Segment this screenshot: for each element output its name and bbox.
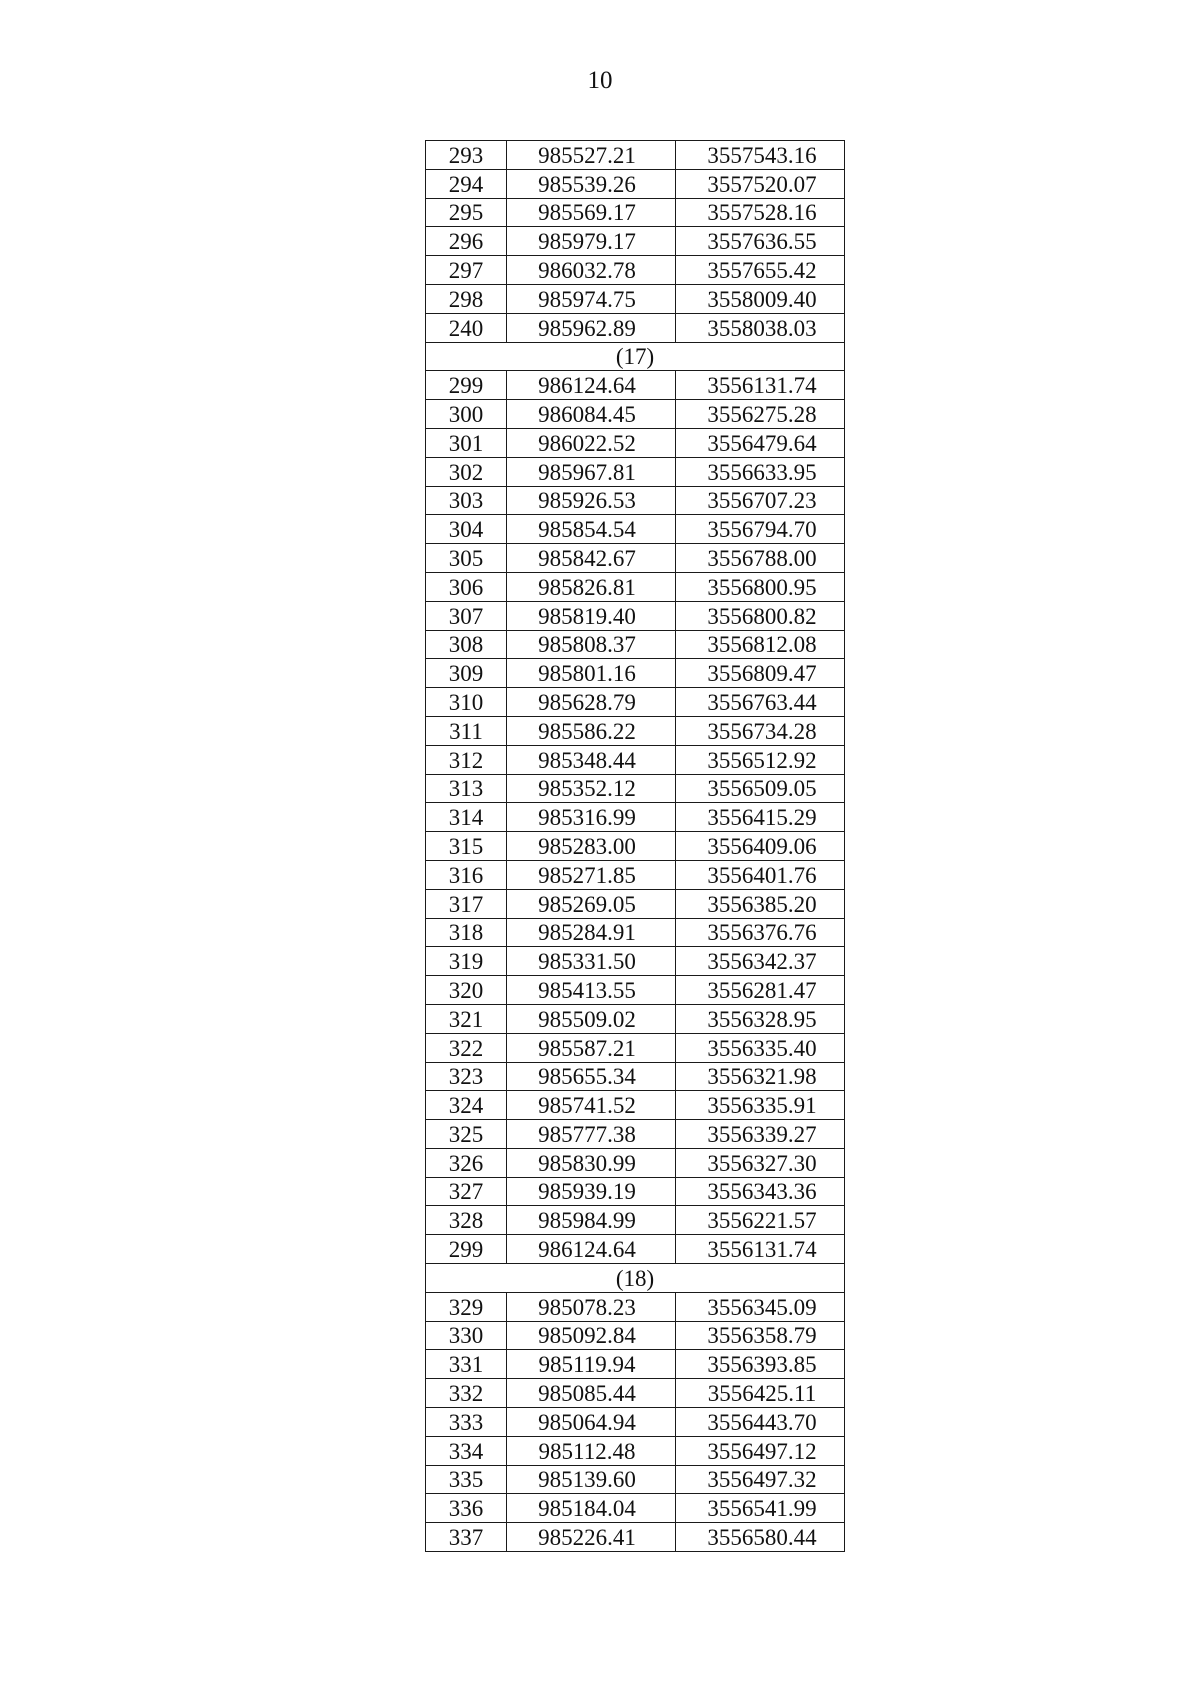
table-row	[426, 572, 845, 601]
x-coordinate-cell: 985348.44	[507, 745, 676, 774]
point-number-cell: 309	[426, 659, 507, 688]
table-row	[426, 976, 845, 1005]
y-coordinate-cell: 3556401.76	[676, 860, 845, 889]
x-coordinate-cell: 985628.79	[507, 688, 676, 717]
table-row	[426, 1120, 845, 1149]
table-row	[426, 169, 845, 198]
point-number-cell: 333	[426, 1408, 507, 1437]
y-coordinate-cell: 3556512.92	[676, 745, 845, 774]
table-row	[426, 1091, 845, 1120]
page-number: 10	[587, 67, 613, 94]
table-row	[426, 544, 845, 573]
y-coordinate-cell: 3557655.42	[676, 256, 845, 285]
x-coordinate-cell: 985092.84	[507, 1321, 676, 1350]
y-coordinate-cell: 3556339.27	[676, 1120, 845, 1149]
y-coordinate-cell: 3556327.30	[676, 1148, 845, 1177]
x-coordinate-cell: 985539.26	[507, 169, 676, 198]
table-row	[426, 1148, 845, 1177]
point-number-cell: 299	[426, 1235, 507, 1264]
table-row	[426, 1321, 845, 1350]
x-coordinate-cell: 986084.45	[507, 400, 676, 429]
point-number-cell: 311	[426, 716, 507, 745]
table-row	[426, 515, 845, 544]
point-number-cell: 240	[426, 313, 507, 342]
table-row	[426, 630, 845, 659]
y-coordinate-cell: 3556321.98	[676, 1062, 845, 1091]
x-coordinate-cell: 985984.99	[507, 1206, 676, 1235]
x-coordinate-cell: 985569.17	[507, 198, 676, 227]
point-number-cell: 337	[426, 1523, 507, 1552]
table-row	[426, 860, 845, 889]
y-coordinate-cell: 3556633.95	[676, 457, 845, 486]
point-number-cell: 304	[426, 515, 507, 544]
point-number-cell: 301	[426, 428, 507, 457]
point-number-cell: 324	[426, 1091, 507, 1120]
section-header-row	[426, 1264, 845, 1293]
point-number-cell: 319	[426, 947, 507, 976]
point-number-cell: 303	[426, 486, 507, 515]
point-number-cell: 296	[426, 227, 507, 256]
point-number-cell: 332	[426, 1379, 507, 1408]
x-coordinate-cell: 985413.55	[507, 976, 676, 1005]
y-coordinate-cell: 3556345.09	[676, 1292, 845, 1321]
y-coordinate-cell: 3556809.47	[676, 659, 845, 688]
x-coordinate-cell: 985801.16	[507, 659, 676, 688]
point-number-cell: 328	[426, 1206, 507, 1235]
y-coordinate-cell: 3556479.64	[676, 428, 845, 457]
point-number-cell: 293	[426, 141, 507, 170]
point-number-cell: 312	[426, 745, 507, 774]
x-coordinate-cell: 985226.41	[507, 1523, 676, 1552]
table-row	[426, 1235, 845, 1264]
y-coordinate-cell: 3556800.95	[676, 572, 845, 601]
point-number-cell: 306	[426, 572, 507, 601]
point-number-cell: 334	[426, 1436, 507, 1465]
point-number-cell: 300	[426, 400, 507, 429]
table-row	[426, 832, 845, 861]
point-number-cell: 336	[426, 1494, 507, 1523]
table-row	[426, 745, 845, 774]
x-coordinate-cell: 985926.53	[507, 486, 676, 515]
table-row	[426, 1408, 845, 1437]
y-coordinate-cell: 3556343.36	[676, 1177, 845, 1206]
point-number-cell: 317	[426, 889, 507, 918]
x-coordinate-cell: 985587.21	[507, 1033, 676, 1062]
y-coordinate-cell: 3556788.00	[676, 544, 845, 573]
point-number-cell: 316	[426, 860, 507, 889]
table-row	[426, 198, 845, 227]
point-number-cell: 323	[426, 1062, 507, 1091]
x-coordinate-cell: 985316.99	[507, 803, 676, 832]
point-number-cell: 308	[426, 630, 507, 659]
x-coordinate-cell: 985078.23	[507, 1292, 676, 1321]
table-row	[426, 486, 845, 515]
table-row	[426, 313, 845, 342]
y-coordinate-cell: 3556281.47	[676, 976, 845, 1005]
x-coordinate-cell: 985819.40	[507, 601, 676, 630]
y-coordinate-cell: 3557636.55	[676, 227, 845, 256]
y-coordinate-cell: 3556131.74	[676, 371, 845, 400]
x-coordinate-cell: 985331.50	[507, 947, 676, 976]
x-coordinate-cell: 985586.22	[507, 716, 676, 745]
x-coordinate-cell: 985139.60	[507, 1465, 676, 1494]
x-coordinate-cell: 985777.38	[507, 1120, 676, 1149]
point-number-cell: 313	[426, 774, 507, 803]
y-coordinate-cell: 3558009.40	[676, 284, 845, 313]
y-coordinate-cell: 3556415.29	[676, 803, 845, 832]
point-number-cell: 314	[426, 803, 507, 832]
point-number-cell: 318	[426, 918, 507, 947]
y-coordinate-cell: 3556393.85	[676, 1350, 845, 1379]
coordinate-table-body	[426, 141, 845, 1552]
table-row	[426, 601, 845, 630]
table-row	[426, 1062, 845, 1091]
table-row	[426, 918, 845, 947]
x-coordinate-cell: 985184.04	[507, 1494, 676, 1523]
table-row	[426, 716, 845, 745]
point-number-cell: 305	[426, 544, 507, 573]
table-row	[426, 371, 845, 400]
y-coordinate-cell: 3556794.70	[676, 515, 845, 544]
x-coordinate-cell: 985974.75	[507, 284, 676, 313]
table-row	[426, 1494, 845, 1523]
point-number-cell: 315	[426, 832, 507, 861]
y-coordinate-cell: 3556358.79	[676, 1321, 845, 1350]
table-row	[426, 141, 845, 170]
table-row	[426, 688, 845, 717]
x-coordinate-cell: 985283.00	[507, 832, 676, 861]
point-number-cell: 310	[426, 688, 507, 717]
table-row	[426, 1004, 845, 1033]
x-coordinate-cell: 986124.64	[507, 1235, 676, 1264]
section-label: (17)	[426, 342, 845, 371]
y-coordinate-cell: 3556812.08	[676, 630, 845, 659]
table-row	[426, 1350, 845, 1379]
table-row	[426, 803, 845, 832]
y-coordinate-cell: 3556497.12	[676, 1436, 845, 1465]
x-coordinate-cell: 985808.37	[507, 630, 676, 659]
table-row	[426, 256, 845, 285]
table-row	[426, 1379, 845, 1408]
point-number-cell: 299	[426, 371, 507, 400]
y-coordinate-cell: 3556385.20	[676, 889, 845, 918]
point-number-cell: 330	[426, 1321, 507, 1350]
x-coordinate-cell: 985527.21	[507, 141, 676, 170]
y-coordinate-cell: 3556328.95	[676, 1004, 845, 1033]
x-coordinate-cell: 985830.99	[507, 1148, 676, 1177]
x-coordinate-cell: 985509.02	[507, 1004, 676, 1033]
point-number-cell: 297	[426, 256, 507, 285]
y-coordinate-cell: 3556409.06	[676, 832, 845, 861]
table-row	[426, 1206, 845, 1235]
x-coordinate-cell: 985967.81	[507, 457, 676, 486]
y-coordinate-cell: 3557528.16	[676, 198, 845, 227]
y-coordinate-cell: 3556425.11	[676, 1379, 845, 1408]
table-row	[426, 400, 845, 429]
table-row	[426, 1292, 845, 1321]
y-coordinate-cell: 3556800.82	[676, 601, 845, 630]
y-coordinate-cell: 3556443.70	[676, 1408, 845, 1437]
table-row	[426, 1436, 845, 1465]
y-coordinate-cell: 3556509.05	[676, 774, 845, 803]
table-row	[426, 457, 845, 486]
table-row	[426, 774, 845, 803]
x-coordinate-cell: 985979.17	[507, 227, 676, 256]
table-row	[426, 1465, 845, 1494]
y-coordinate-cell: 3556221.57	[676, 1206, 845, 1235]
table-row	[426, 1523, 845, 1552]
y-coordinate-cell: 3556734.28	[676, 716, 845, 745]
y-coordinate-cell: 3556335.40	[676, 1033, 845, 1062]
table-row	[426, 1177, 845, 1206]
point-number-cell: 331	[426, 1350, 507, 1379]
table-row	[426, 889, 845, 918]
x-coordinate-cell: 985284.91	[507, 918, 676, 947]
x-coordinate-cell: 986022.52	[507, 428, 676, 457]
point-number-cell: 298	[426, 284, 507, 313]
x-coordinate-cell: 985939.19	[507, 1177, 676, 1206]
x-coordinate-cell: 985269.05	[507, 889, 676, 918]
y-coordinate-cell: 3556131.74	[676, 1235, 845, 1264]
table-row	[426, 659, 845, 688]
table-row	[426, 428, 845, 457]
point-number-cell: 294	[426, 169, 507, 198]
table-row	[426, 1033, 845, 1062]
y-coordinate-cell: 3556376.76	[676, 918, 845, 947]
point-number-cell: 302	[426, 457, 507, 486]
y-coordinate-cell: 3557543.16	[676, 141, 845, 170]
section-header-row	[426, 342, 845, 371]
point-number-cell: 329	[426, 1292, 507, 1321]
x-coordinate-cell: 985842.67	[507, 544, 676, 573]
x-coordinate-cell: 985085.44	[507, 1379, 676, 1408]
x-coordinate-cell: 985655.34	[507, 1062, 676, 1091]
y-coordinate-cell: 3556342.37	[676, 947, 845, 976]
table-row	[426, 284, 845, 313]
y-coordinate-cell: 3556541.99	[676, 1494, 845, 1523]
x-coordinate-cell: 985112.48	[507, 1436, 676, 1465]
x-coordinate-cell: 986124.64	[507, 371, 676, 400]
y-coordinate-cell: 3556580.44	[676, 1523, 845, 1552]
y-coordinate-cell: 3556497.32	[676, 1465, 845, 1494]
section-label: (18)	[426, 1264, 845, 1293]
x-coordinate-cell: 985352.12	[507, 774, 676, 803]
y-coordinate-cell: 3556763.44	[676, 688, 845, 717]
point-number-cell: 326	[426, 1148, 507, 1177]
coordinate-table	[425, 140, 845, 1552]
y-coordinate-cell: 3557520.07	[676, 169, 845, 198]
point-number-cell: 335	[426, 1465, 507, 1494]
point-number-cell: 320	[426, 976, 507, 1005]
x-coordinate-cell: 985271.85	[507, 860, 676, 889]
x-coordinate-cell: 985826.81	[507, 572, 676, 601]
y-coordinate-cell: 3556275.28	[676, 400, 845, 429]
point-number-cell: 321	[426, 1004, 507, 1033]
x-coordinate-cell: 985064.94	[507, 1408, 676, 1437]
x-coordinate-cell: 985962.89	[507, 313, 676, 342]
point-number-cell: 325	[426, 1120, 507, 1149]
table-row	[426, 227, 845, 256]
x-coordinate-cell: 985854.54	[507, 515, 676, 544]
x-coordinate-cell: 986032.78	[507, 256, 676, 285]
point-number-cell: 295	[426, 198, 507, 227]
point-number-cell: 322	[426, 1033, 507, 1062]
x-coordinate-cell: 985741.52	[507, 1091, 676, 1120]
y-coordinate-cell: 3556335.91	[676, 1091, 845, 1120]
point-number-cell: 327	[426, 1177, 507, 1206]
y-coordinate-cell: 3556707.23	[676, 486, 845, 515]
point-number-cell: 307	[426, 601, 507, 630]
y-coordinate-cell: 3558038.03	[676, 313, 845, 342]
x-coordinate-cell: 985119.94	[507, 1350, 676, 1379]
table-row	[426, 947, 845, 976]
